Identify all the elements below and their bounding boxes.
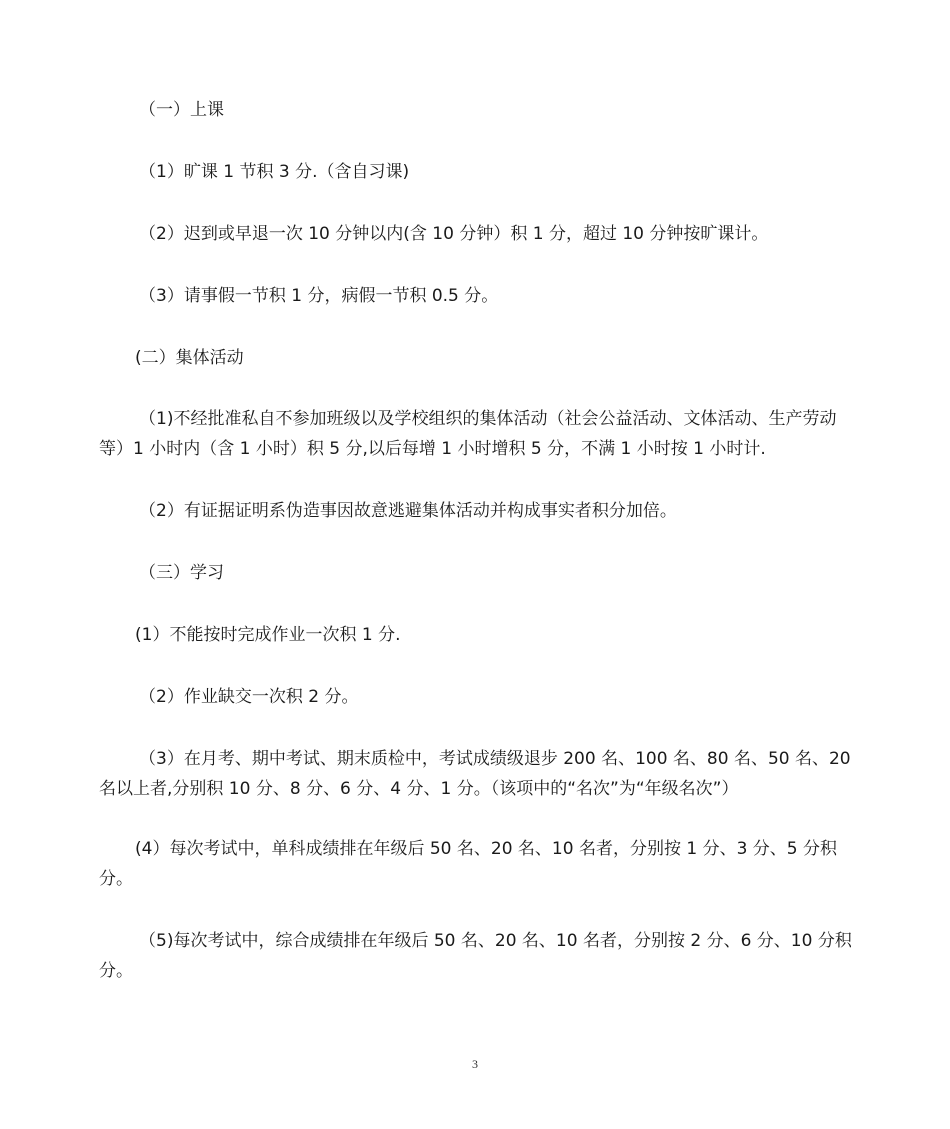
section-heading-group-activities: (二）集体活动 bbox=[135, 348, 244, 368]
rule-unauthorized-absence: （1)不经批准私自不参加班级以及学校组织的集体活动（社会公益活动、文体活动、生产劳动等）1 小时内（含 1 小时）积 5 分,以后每增 1 小时增积 5 分，不满 1 小时按 1 小时计. bbox=[99, 409, 837, 459]
rule-truancy: （1）旷课 1 节积 3 分.（含自习课) bbox=[139, 162, 410, 182]
section-heading-study: （三）学习 bbox=[139, 563, 224, 583]
rule-late-early: （2）迟到或早退一次 10 分钟以内(含 10 分钟）积 1 分，超过 10 分钟按旷课计。 bbox=[139, 224, 769, 244]
rule-missing-homework: （2）作业缺交一次积 2 分。 bbox=[139, 687, 359, 707]
rule-leave: （3）请事假一节积 1 分，病假一节积 0.5 分。 bbox=[139, 286, 499, 306]
section-heading-attendance: （一）上课 bbox=[139, 100, 224, 120]
rule-exam-regression: （3）在月考、期中考试、期末质检中，考试成绩级退步 200 名、100 名、80 名、50 名、20 名以上者,分别积 10 分、8 分、6 分、4 分、1 分。（该项中的“名次”为“年级名次”） bbox=[99, 749, 851, 799]
rule-overall-rank: （5)每次考试中，综合成绩排在年级后 50 名、20 名、10 名者，分别按 2 分、6 分、10 分积分。 bbox=[99, 931, 852, 981]
rule-single-subject-rank: (4）每次考试中，单科成绩排在年级后 50 名、20 名、10 名者，分别按 1 分、3 分、5 分积分。 bbox=[99, 839, 838, 889]
page-number: 3 bbox=[472, 1057, 478, 1071]
rule-late-homework: (1）不能按时完成作业一次积 1 分. bbox=[135, 625, 401, 645]
rule-forged-excuse: （2）有证据证明系伪造事因故意逃避集体活动并构成事实者积分加倍。 bbox=[139, 501, 677, 521]
